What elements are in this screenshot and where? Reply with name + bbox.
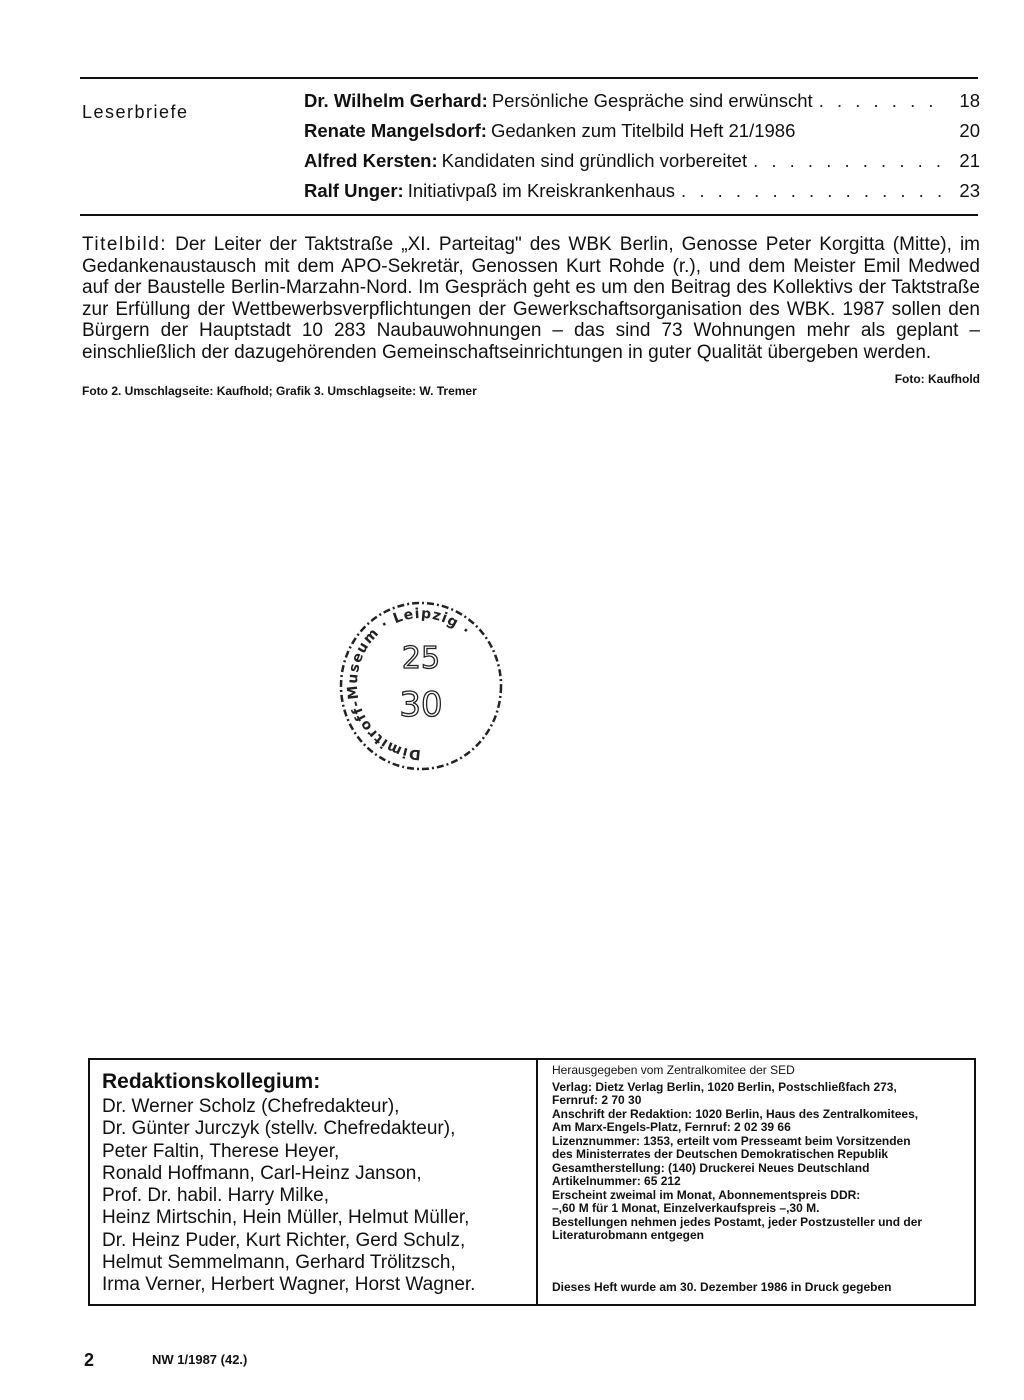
toc-leader-dots <box>753 150 946 172</box>
toc-leader-dots <box>681 180 946 202</box>
table-of-contents <box>304 90 980 210</box>
board-member-line: Prof. Dr. habil. Harry Milke, <box>102 1185 329 1207</box>
imprint-box <box>88 1058 976 1306</box>
toc-author: Renate Mangelsdorf: <box>304 120 487 141</box>
board-member-line: Peter Faltin, Therese Heyer, <box>102 1140 340 1162</box>
toc-page-number: 21 <box>959 150 980 171</box>
toc-title: Initiativpaß im Kreiskrankenhaus <box>407 180 676 201</box>
publisher-line: des Ministerrates der Deutschen Demokratischen Republik <box>552 1147 889 1161</box>
publisher-line: Verlag: Dietz Verlag Berlin, 1020 Berlin, Postschließfach 273, <box>552 1079 897 1094</box>
board-member-line: Dr. Heinz Puder, Kurt Richter, Gerd Schulz, <box>102 1229 466 1251</box>
page-number: 2 <box>84 1350 95 1370</box>
publisher-line: Am Marx-Engels-Platz, Fernruf: 2 02 39 66 <box>552 1120 791 1134</box>
toc-entry[interactable] <box>304 180 980 210</box>
publisher-line: Gesamtherstellung: (140) Druckerei Neues Deutschland <box>552 1160 870 1175</box>
cover-caption <box>82 234 980 391</box>
publisher-line: Herausgegeben vom Zentralkomitee der SED <box>552 1063 795 1077</box>
caption-text: Der Leiter der Taktstraße „XI. Parteitag" des WBK Berlin, Genosse Peter Korgitta (Mitte), im Gedankenaustausch mit dem APO-Sekretär, Genossen Kurt Rohde (r.), und dem Meister Emil Medwed auf der Baustelle Berlin-Marzahn-Nord. Im Gespräch geht es um den Beitrag des Kollektivs der Taktstraße zur Erfüllung der Wettbewerbsverpflichtungen der Gewerkschaftsorganisation des WBK. 1987 sollen den Bürgern der Hauptstadt 10 283 Naubauwohnungen – das sind 73 Wohnungen mehr als geplant – einschließlich der dazugehörenden Gemeinschaftseinrichtungen in guter Qualität übergeben werden. <box>82 234 980 363</box>
publisher-line: Literaturobmann entgegen <box>552 1228 705 1242</box>
board-member-line: Dr. Günter Jurczyk (stellv. Chefredakteur), <box>102 1118 456 1140</box>
stamp-number-top: 25 <box>401 641 441 676</box>
toc-title: Gedanken zum Titelbild Heft 21/1986 <box>490 120 796 141</box>
caption-photo-credit: Foto: Kaufhold <box>894 372 980 386</box>
board-member-line: Helmut Semmelmann, Gerhard Trölitzsch, <box>102 1252 456 1274</box>
publisher-line: Bestellungen nehmen jedes Postamt, jeder Postzusteller und der <box>552 1214 923 1229</box>
publisher-line: Anschrift der Redaktion: 1020 Berlin, Haus des Zentralkomitees, <box>552 1106 919 1121</box>
publisher-line: Artikelnummer: 65 212 <box>552 1174 681 1188</box>
toc-page-number: 18 <box>959 90 980 111</box>
toc-entry[interactable] <box>304 90 980 120</box>
library-stamp <box>336 598 506 774</box>
publisher-line: Erscheint zweimal im Monat, Abonnementspreis DDR: <box>552 1187 861 1202</box>
publisher-line: Lizenznummer: 1353, erteilt vom Presseamt beim Vorsitzenden <box>552 1133 911 1148</box>
top-rule <box>80 77 978 79</box>
toc-author: Alfred Kersten: <box>304 150 438 171</box>
toc-title: Kandidaten sind gründlich vorbereitet <box>441 150 748 171</box>
editorial-board-title: Redaktionskollegium: <box>102 1070 321 1093</box>
board-member-line: Dr. Werner Scholz (Chefredakteur), <box>102 1096 400 1117</box>
section-label: Leserbriefe <box>82 102 189 122</box>
issue-number: NW 1/1987 (42.) <box>152 1352 248 1367</box>
toc-author: Ralf Unger: <box>304 180 404 201</box>
toc-page-number: 23 <box>959 180 980 201</box>
photo-credits: Foto 2. Umschlagseite: Kaufhold; Grafik 3. Umschlagseite: W. Tremer <box>82 384 477 398</box>
publisher-line: Fernruf: 2 70 30 <box>552 1093 642 1107</box>
publisher-info <box>538 1060 974 1304</box>
section-rule <box>80 214 978 216</box>
stamp-number-bottom: 30 <box>399 685 443 725</box>
caption-label: Titelbild: <box>82 234 168 255</box>
toc-leader-dots <box>819 90 946 112</box>
toc-entry[interactable] <box>304 150 980 180</box>
board-member-line: Heinz Mirtschin, Hein Müller, Helmut Müller, <box>102 1207 470 1229</box>
editorial-board <box>90 1060 538 1304</box>
board-member-line: Irma Verner, Herbert Wagner, Horst Wagner. <box>102 1274 476 1296</box>
toc-author: Dr. Wilhelm Gerhard: <box>304 90 488 111</box>
publisher-line: –,60 M für 1 Monat, Einzelverkaufspreis –,30 M. <box>552 1201 820 1215</box>
toc-title: Persönliche Gespräche sind erwünscht <box>491 90 813 111</box>
board-member-line: Ronald Hoffmann, Carl-Heinz Janson, <box>102 1162 422 1184</box>
stamp-ring-text: Dimitroff-Museum · Leipzig · <box>344 605 474 763</box>
toc-page-number: 20 <box>959 120 980 141</box>
toc-entry[interactable] <box>304 120 980 150</box>
print-date-note: Dieses Heft wurde am 30. Dezember 1986 in Druck gegeben <box>552 1280 892 1294</box>
